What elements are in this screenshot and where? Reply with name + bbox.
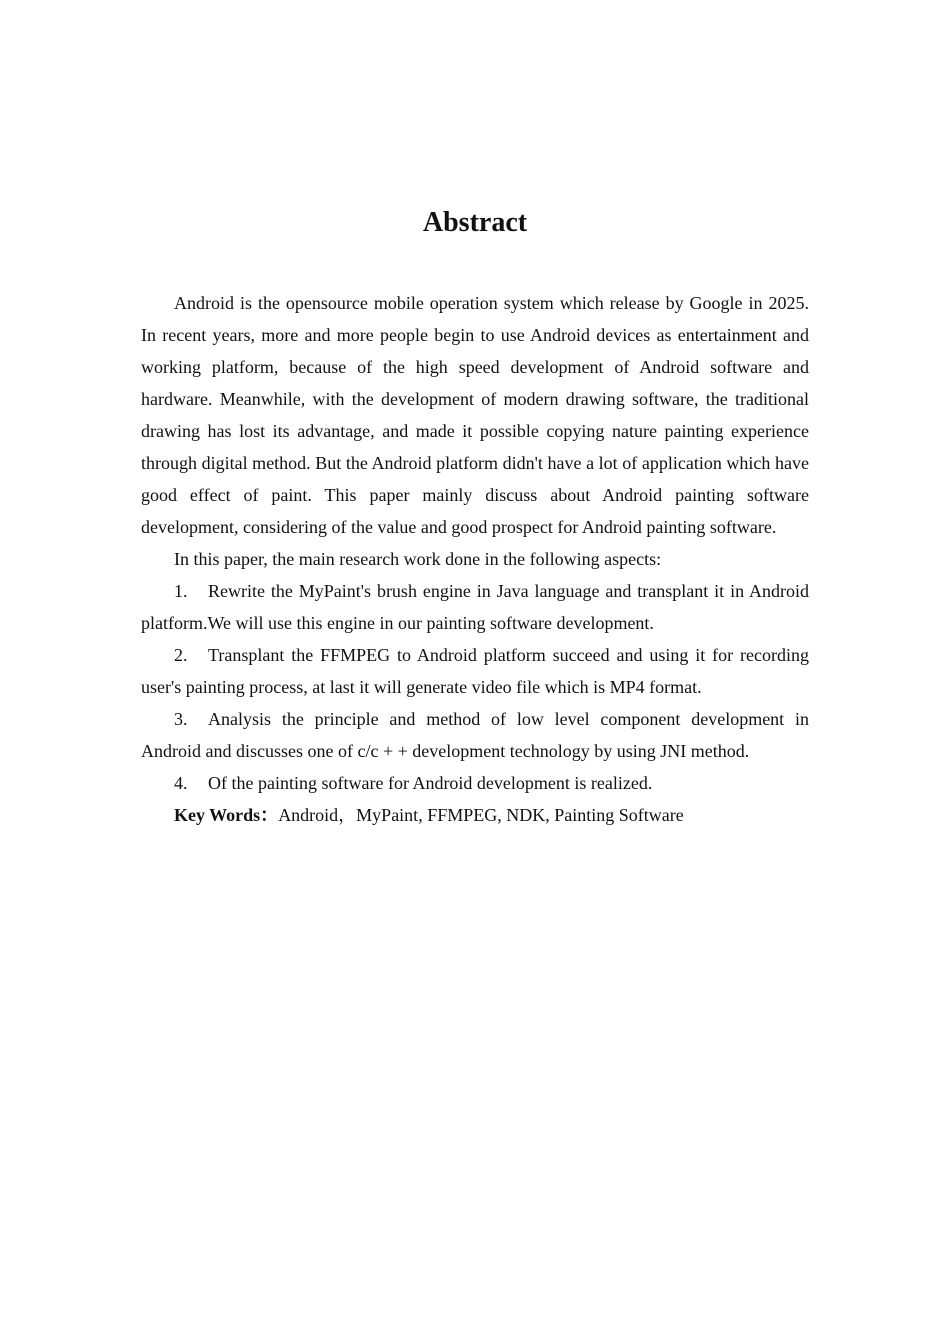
list-item [141,639,809,703]
list-item-number: 1. [174,581,188,601]
list-item-number: 2. [174,645,188,665]
list-item-number: 3. [174,709,188,729]
keywords-label: Key Words： [174,805,279,825]
abstract-body [141,287,809,831]
list-item-text: Of the painting software for Android development is realized. [208,773,653,793]
keywords-line [141,799,809,831]
list-item-text: Analysis the principle and method of low level component development in Android and discusses one of c/c + + development technology by using JNI method. [141,709,809,761]
list-item-text: Rewrite the MyPaint's brush engine in Java language and transplant it in Android platform.We will use this engine in our painting software development. [141,581,809,633]
list-item-number: 4. [174,773,188,793]
abstract-paragraph: In this paper, the main research work done in the following aspects: [174,549,662,569]
list-item-text: Transplant the FFMPEG to Android platform succeed and using it for recording user's painting process, at last it will generate video file which is MP4 format. [141,645,809,697]
list-item [141,703,809,767]
abstract-paragraph: Android is the opensource mobile operation system which release by Google in 2025. In recent years, more and more people begin to use Android devices as entertainment and working platform, because of the high speed development of Android software and hardware. Meanwhile, with the development of modern drawing software, the traditional drawing has lost its advantage, and made it possible copying nature painting experience through digital method. But the Android platform didn't have a lot of application which have good effect of paint. This paper mainly discuss about Android painting software development, considering of the value and good prospect for Android painting software. [141,293,809,537]
page-title: Abstract [422,207,528,238]
keywords-text: Android，MyPaint, FFMPEG, NDK, Painting Software [278,805,684,825]
list-item [141,767,809,799]
list-item [141,575,809,639]
